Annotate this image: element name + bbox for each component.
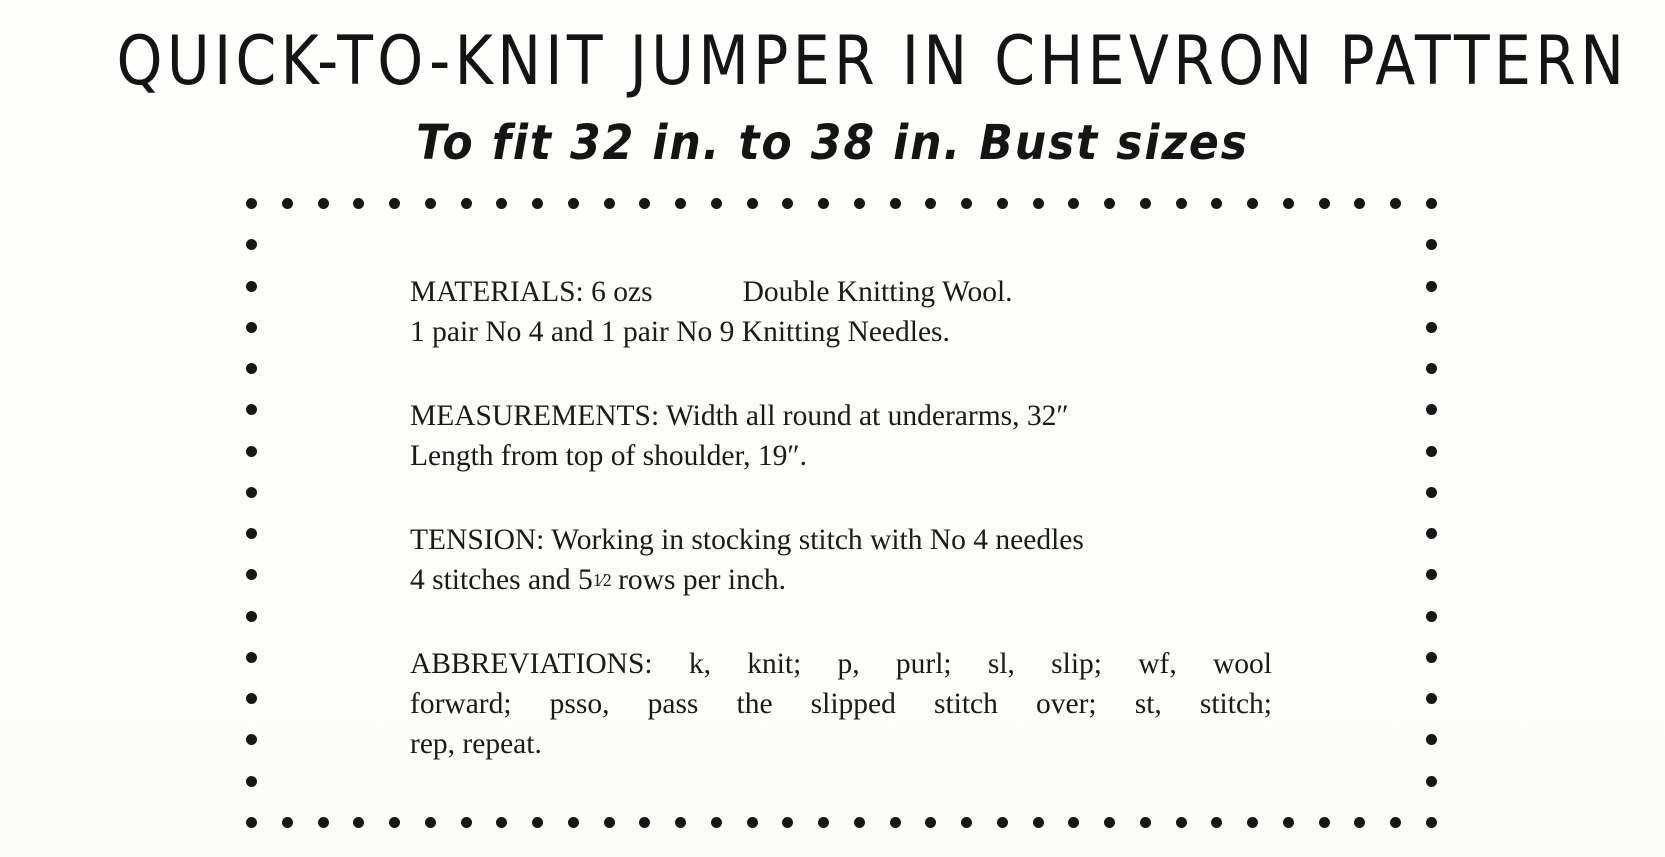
border-dot <box>925 198 936 209</box>
border-dot <box>747 198 758 209</box>
border-dot <box>1033 817 1044 828</box>
border-dot <box>246 693 257 704</box>
tension-rows-text: rows per inch. <box>610 564 787 596</box>
border-dot <box>925 817 936 828</box>
border-dot <box>461 198 472 209</box>
border-dot <box>246 281 257 292</box>
border-dot <box>997 198 1008 209</box>
measurements-section <box>410 396 1280 476</box>
border-dot <box>246 569 257 580</box>
border-dot <box>246 363 257 374</box>
border-dot <box>532 817 543 828</box>
border-dot <box>1426 693 1437 704</box>
border-dot <box>961 198 972 209</box>
materials-label-text: MATERIALS: 6 ozs <box>410 276 653 308</box>
border-dot <box>890 198 901 209</box>
tension-fraction: 1⁄2 <box>592 570 611 590</box>
border-dot <box>532 198 543 209</box>
pattern-title: QUICK-TO-KNIT JUMPER IN CHEVRON PATTERN <box>116 22 1629 101</box>
border-dot <box>1426 404 1437 415</box>
border-dot <box>675 198 686 209</box>
border-dot <box>854 198 865 209</box>
border-dot <box>604 198 615 209</box>
border-dot <box>389 817 400 828</box>
border-dot <box>711 817 722 828</box>
border-dot <box>1104 198 1115 209</box>
tension-line-1: TENSION: Working in stocking stitch with No 4 needles <box>410 524 1084 556</box>
border-dot <box>1033 198 1044 209</box>
border-dot <box>1247 198 1258 209</box>
border-dot <box>246 776 257 787</box>
border-dot <box>1426 528 1437 539</box>
border-dot <box>1426 734 1437 745</box>
border-dot <box>747 817 758 828</box>
border-dot <box>1104 817 1115 828</box>
border-dot <box>1390 198 1401 209</box>
border-dot <box>1283 198 1294 209</box>
border-dot <box>425 817 436 828</box>
border-dot <box>1068 817 1079 828</box>
border-dot <box>353 198 364 209</box>
border-dot <box>246 611 257 622</box>
border-dot <box>1068 198 1079 209</box>
border-dot <box>1354 817 1365 828</box>
border-dot <box>246 734 257 745</box>
border-dot <box>1211 198 1222 209</box>
border-dot <box>1426 611 1437 622</box>
border-dot <box>246 528 257 539</box>
border-dot <box>1140 198 1151 209</box>
border-dot <box>1426 817 1437 828</box>
border-dot <box>854 817 865 828</box>
border-dot <box>997 817 1008 828</box>
tension-line-2 <box>410 560 1280 600</box>
border-dot <box>604 817 615 828</box>
tension-section <box>410 520 1280 600</box>
border-dot <box>282 198 293 209</box>
materials-line-2: 1 pair No 4 and 1 pair No 9 Knitting Needles. <box>410 316 950 348</box>
border-dot <box>782 817 793 828</box>
border-dot <box>1426 446 1437 457</box>
border-dot <box>389 198 400 209</box>
border-dot <box>1319 817 1330 828</box>
border-dot <box>1426 363 1437 374</box>
border-dot <box>1140 817 1151 828</box>
border-dot <box>496 817 507 828</box>
border-dot <box>496 198 507 209</box>
border-dot <box>568 817 579 828</box>
border-dot <box>961 817 972 828</box>
border-dot <box>1354 198 1365 209</box>
abbreviations-section <box>410 644 1280 764</box>
border-dot <box>818 817 829 828</box>
border-dot <box>246 404 257 415</box>
border-dot <box>246 446 257 457</box>
abbreviations-line-1: ABBREVIATIONS: k, knit; p, purl; sl, slip; wf, wool <box>410 648 1272 680</box>
border-dot <box>1211 817 1222 828</box>
border-dot <box>246 198 257 209</box>
border-dot <box>246 652 257 663</box>
border-dot <box>1319 198 1330 209</box>
border-dot <box>1426 239 1437 250</box>
border-dot <box>318 198 329 209</box>
materials-section <box>410 272 1280 352</box>
border-dot <box>675 817 686 828</box>
border-dot <box>1426 487 1437 498</box>
border-dot <box>1283 817 1294 828</box>
border-dot <box>711 198 722 209</box>
pattern-subtitle: To fit 32 in. to 38 in. Bust sizes <box>416 115 1249 171</box>
border-dot <box>246 817 257 828</box>
border-dot <box>1426 322 1437 333</box>
border-dot <box>1390 817 1401 828</box>
measurements-line-1: MEASUREMENTS: Width all round at underarms, 32″ <box>410 400 1069 432</box>
border-dot <box>246 487 257 498</box>
border-dot <box>461 817 472 828</box>
border-dot <box>639 198 650 209</box>
border-dot <box>782 198 793 209</box>
border-dot <box>282 817 293 828</box>
border-dot <box>1426 652 1437 663</box>
border-dot <box>1426 281 1437 292</box>
abbreviations-line-2: forward; psso, pass the slipped stitch over; st, stitch; <box>410 688 1272 720</box>
border-dot <box>353 817 364 828</box>
tension-stitches-text: 4 stitches and 5 <box>410 564 593 596</box>
border-dot <box>890 817 901 828</box>
border-dot <box>818 198 829 209</box>
border-dot <box>246 239 257 250</box>
pattern-details <box>410 272 1280 808</box>
border-dot <box>1176 817 1187 828</box>
border-dot <box>568 198 579 209</box>
border-dot <box>1426 198 1437 209</box>
border-dot <box>246 322 257 333</box>
border-dot <box>1426 569 1437 580</box>
border-dot <box>425 198 436 209</box>
border-dot <box>1426 776 1437 787</box>
border-dot <box>639 817 650 828</box>
abbreviations-line-3: rep, repeat. <box>410 728 542 760</box>
border-dot <box>318 817 329 828</box>
measurements-line-2: Length from top of shoulder, 19″. <box>410 440 807 472</box>
materials-wool-text: Double Knitting Wool. <box>742 276 1013 308</box>
border-dot <box>1247 817 1258 828</box>
materials-line-1 <box>410 272 1280 312</box>
border-dot <box>1176 198 1187 209</box>
